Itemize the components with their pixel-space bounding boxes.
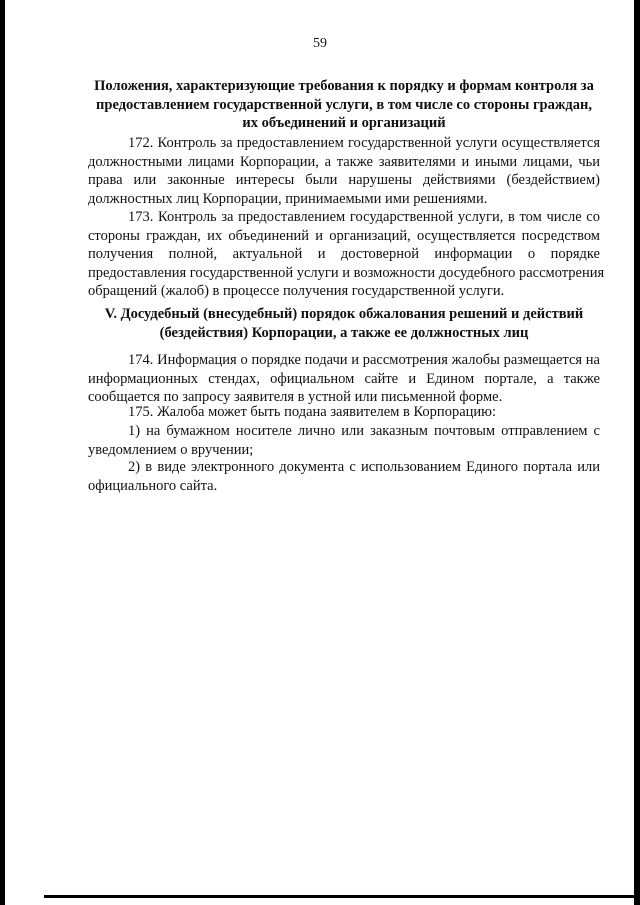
paragraph-line: уведомлением о вручении; (88, 441, 254, 458)
heading-line: (бездействия) Корпорации, а также ее должностных лиц (159, 324, 529, 341)
paragraph-line: сообщается по запросу заявителя в устной или письменной форме. (88, 389, 503, 405)
paragraph-line: 175. Жалоба может быть подана заявителем в Корпорацию: (128, 404, 497, 420)
section-heading-control (88, 77, 600, 133)
paragraph-line: обращений (жалоб) в процессе получения государственной услуги. (88, 283, 505, 299)
section-heading-appeal (88, 305, 600, 342)
paragraph-line: права или законные интересы были нарушены действиями (бездействием) (88, 172, 600, 188)
paragraph-174 (88, 351, 600, 407)
paragraph-line: официального сайта. (88, 477, 218, 494)
paragraph-line: предоставления государственной услуги и возможности досудебного рассмотрения (88, 264, 605, 281)
paragraph-173 (88, 208, 605, 301)
paragraph-line: 172. Контроль за предоставлением государственной услуги осуществляется (128, 135, 600, 151)
paragraph-line: информационных стендах, официальном сайте и Едином портале, а также (88, 370, 600, 387)
paragraph-line: 2) в виде электронного документа с использованием Единого портала или (128, 459, 600, 475)
paragraph-line: 173. Контроль за предоставлением государственной услуги, в том числе со (128, 209, 600, 225)
paragraph-line: должностных лиц Корпорации, принимаемыми ими решениями. (88, 190, 488, 207)
heading-line: предоставлением государственной услуги, в том числе со стороны граждан, (96, 96, 592, 113)
page-number: 59 (313, 36, 327, 51)
paragraph-line: получения полной, актуальной и достоверной информации о порядке (88, 246, 600, 262)
paragraph-172 (88, 134, 600, 208)
paragraph-line: 1) на бумажном носителе лично или заказным почтовым отправлением с (128, 423, 600, 439)
heading-line: их объединений и организаций (242, 115, 446, 131)
paragraph-line: должностными лицами Корпорации, а также заявителями и иными лицами, чьи (88, 153, 600, 170)
paragraph-175 (88, 403, 600, 422)
paragraph-line: стороны граждан, их объединений и организаций, осуществляется посредством (88, 227, 600, 244)
paragraph-175-item-2 (88, 458, 600, 495)
heading-line: Положения, характеризующие требования к порядку и формам контроля за (94, 78, 594, 94)
paragraph-line: 174. Информация о порядке подачи и рассмотрения жалобы размещается на (128, 352, 600, 368)
paragraph-175-item-1 (88, 422, 600, 459)
heading-line: V. Досудебный (внесудебный) порядок обжалования решений и действий (104, 306, 584, 322)
